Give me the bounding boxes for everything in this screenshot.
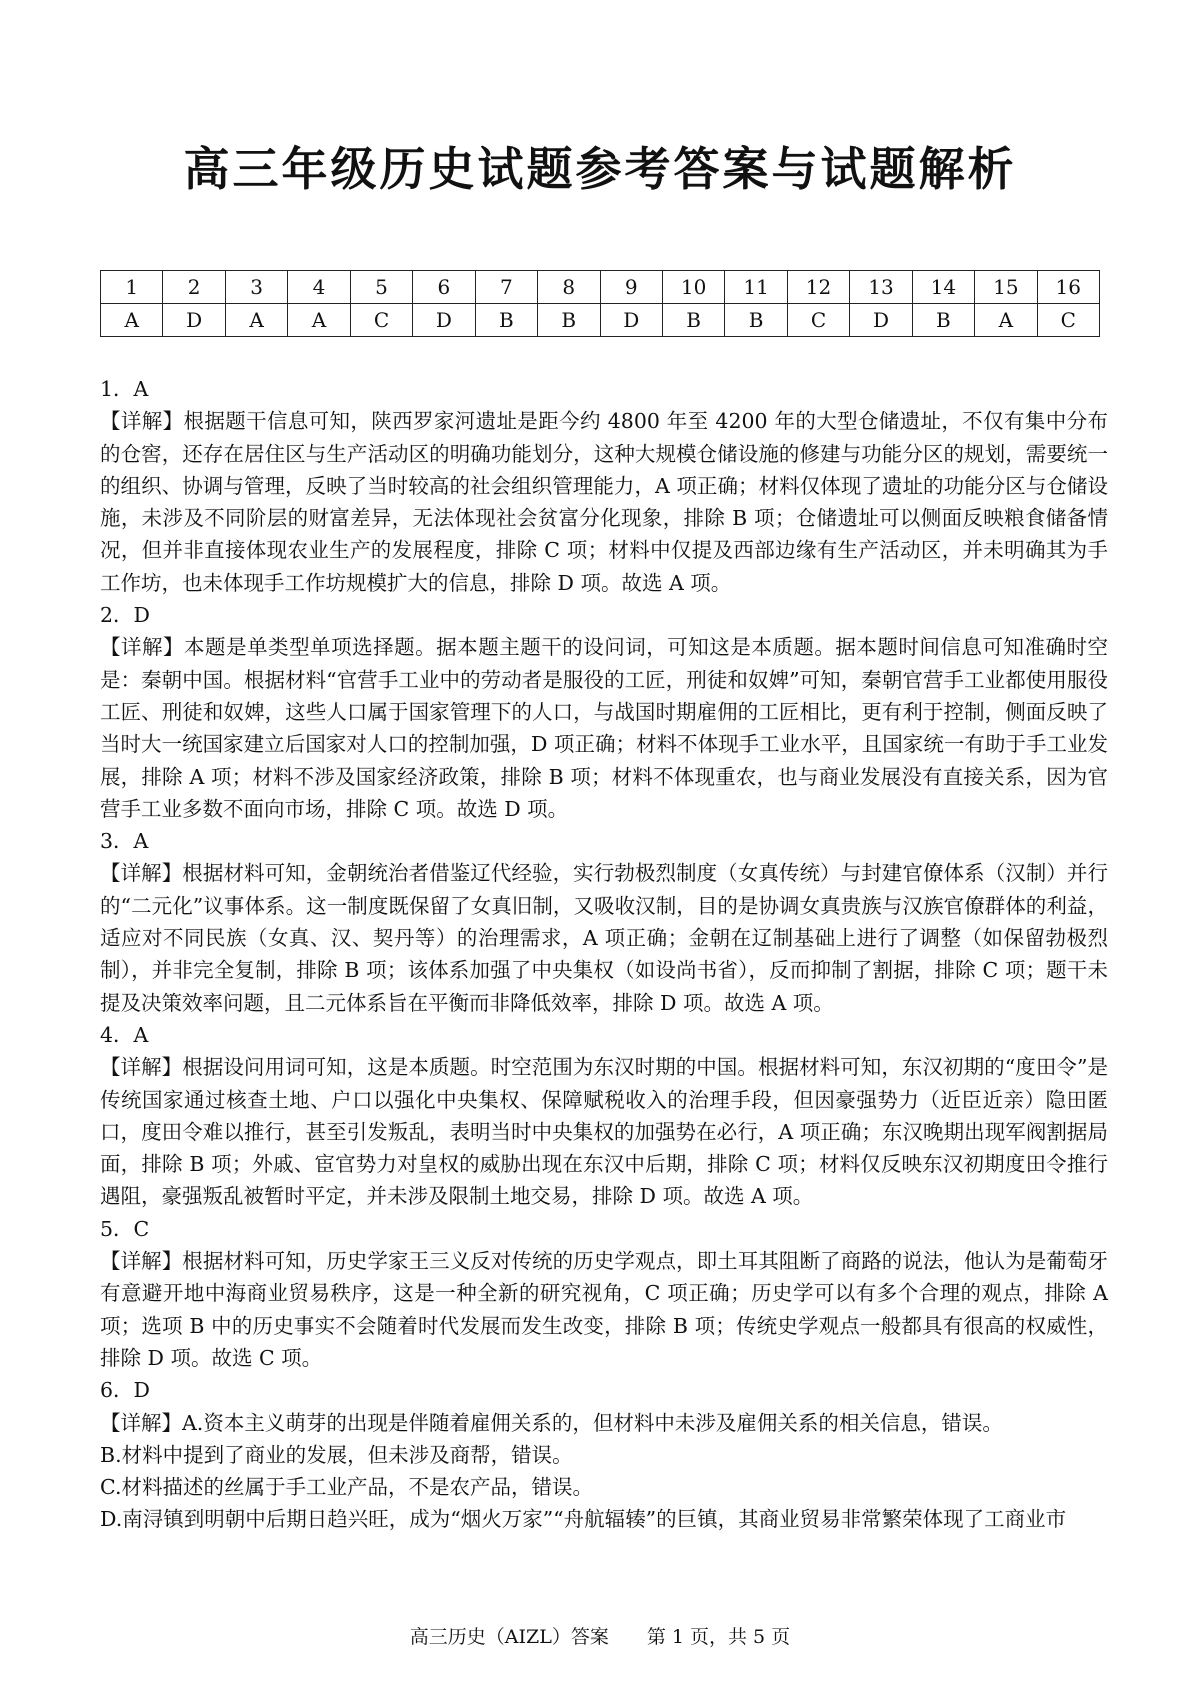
question-number-cell: 2	[163, 271, 225, 304]
q5-explanation: 【详解】根据材料可知，历史学家王三义反对传统的历史学观点，即土耳其阻断了商路的说法，他认为是葡萄牙有意避开地中海商业贸易秩序，这是一种全新的研究视角，C 项正确；历史学可以有多个合理的观点，排除 A 项；选项 B 中的历史事实不会随着时代发展而发生改变，排除 B 项；传统史学观点一般都具有很高的权威性，排除 D 项。故选 C 项。	[100, 1249, 1108, 1370]
question-number-cell: 7	[475, 271, 537, 304]
answer-table	[100, 270, 1100, 337]
explanations	[100, 373, 1108, 1536]
question-number-cell: 12	[787, 271, 849, 304]
answer-cell: A	[225, 304, 287, 337]
answer-cell: D	[413, 304, 475, 337]
answer-cell: A	[101, 304, 163, 337]
q6-option-c: C.材料描述的丝属于手工业产品，不是农产品，错误。	[100, 1475, 593, 1500]
q3-heading: 3．A	[100, 829, 149, 854]
question-number-cell: 3	[225, 271, 287, 304]
question-number-cell: 1	[101, 271, 163, 304]
q4-heading: 4．A	[100, 1022, 149, 1047]
question-number-cell: 13	[850, 271, 912, 304]
question-number-cell: 8	[538, 271, 600, 304]
answer-cell: A	[288, 304, 350, 337]
answer-cell: B	[725, 304, 787, 337]
answer-cell: B	[912, 304, 974, 337]
answer-cell: B	[662, 304, 724, 337]
question-number-cell: 5	[350, 271, 412, 304]
q5-heading: 5．C	[100, 1216, 150, 1241]
question-number-cell: 6	[413, 271, 475, 304]
q2-explanation: 【详解】本题是单类型单项选择题。据本题主题干的设问词，可知这是本质题。据本题时间信息可知准确时空是：秦朝中国。根据材料“官营手工业中的劳动者是服役的工匠，刑徒和奴婢”可知，秦朝官营手工业都使用服役工匠、刑徒和奴婢，这些人口属于国家管理下的人口，与战国时期雇佣的工匠相比，更有利于控制，侧面反映了当时大一统国家建立后国家对人口的控制加强，D 项正确；材料不体现手工业水平，且国家统一有助于手工业发展，排除 A 项；材料不涉及国家经济政策，排除 B 项；材料不体现重农，也与商业发展没有直接关系，因为官营手工业多数不面向市场，排除 C 项。故选 D 项。	[100, 635, 1108, 821]
answer-cell: A	[975, 304, 1037, 337]
question-number-cell: 16	[1037, 271, 1099, 304]
answer-cell: C	[350, 304, 412, 337]
answer-cell: D	[850, 304, 912, 337]
answer-cell: B	[475, 304, 537, 337]
answer-cell: B	[538, 304, 600, 337]
question-number-cell: 15	[975, 271, 1037, 304]
q6-heading: 6．D	[100, 1378, 150, 1403]
page-footer: 高三历史（AIZL）答案 第 1 页，共 5 页	[409, 1626, 791, 1648]
question-number-cell: 11	[725, 271, 787, 304]
question-number-cell: 4	[288, 271, 350, 304]
question-number-cell: 10	[662, 271, 724, 304]
answer-table-answer-row	[101, 304, 1100, 337]
answer-cell: C	[1037, 304, 1099, 337]
answer-table-number-row	[101, 271, 1100, 304]
question-number-cell: 9	[600, 271, 662, 304]
page-title: 高三年级历史试题参考答案与试题解析	[183, 142, 1017, 196]
q6-option-a: 【详解】A.资本主义萌芽的出现是伴随着雇佣关系的，但材料中未涉及雇佣关系的相关信息，错误。	[100, 1410, 1003, 1435]
q4-explanation: 【详解】根据设问用词可知，这是本质题。时空范围为东汉时期的中国。根据材料可知，东汉初期的“度田令”是传统国家通过核查土地、户口以强化中央集权、保障赋税收入的治理手段，但因豪强势力（近臣近亲）隐田匿口，度田令难以推行，甚至引发叛乱，表明当时中央集权的加强势在必行，A 项正确；东汉晚期出现军阀割据局面，排除 B 项；外戚、宦官势力对皇权的威胁出现在东汉中后期，排除 C 项；材料仅反映东汉初期度田令推行遇阻，豪强叛乱被暂时平定，并未涉及限制土地交易，排除 D 项。故选 A 项。	[100, 1055, 1108, 1209]
q3-explanation: 【详解】根据材料可知，金朝统治者借鉴辽代经验，实行勃极烈制度（女真传统）与封建官僚体系（汉制）并行的“二元化”议事体系。这一制度既保留了女真旧制，又吸收汉制，目的是协调女真贵族与汉族官僚群体的利益，适应对不同民族（女真、汉、契丹等）的治理需求，A 项正确；金朝在辽制基础上进行了调整（如保留勃极烈制），并非完全复制，排除 B 项；该体系加强了中央集权（如设尚书省），反而抑制了割据，排除 C 项；题干未提及决策效率问题，且二元体系旨在平衡而非降低效率，排除 D 项。故选 A 项。	[100, 861, 1108, 1015]
answer-cell: C	[787, 304, 849, 337]
q6-option-b: B.材料中提到了商业的发展，但未涉及商帮，错误。	[100, 1442, 573, 1467]
answer-cell: D	[600, 304, 662, 337]
answer-cell: D	[163, 304, 225, 337]
q1-heading: 1．A	[100, 377, 149, 401]
q6-option-d: D.南浔镇到明朝中后期日趋兴旺，成为“烟火万家”“舟航辐辏”的巨镇，其商业贸易非常繁荣体现了工商业市	[100, 1507, 1067, 1532]
q1-explanation: 【详解】根据题干信息可知，陕西罗家河遗址是距今约 4800 年至 4200 年的大型仓储遗址，不仅有集中分布的仓窖，还存在居住区与生产活动区的明确功能划分，这种大规模仓储设施的修建与功能分区的规划，需要统一的组织、协调与管理，反映了当时较高的社会组织管理能力，A 项正确；材料仅体现了遗址的功能分区与仓储设施，未涉及不同阶层的财富差异，无法体现社会贫富分化现象，排除 B 项；仓储遗址可以侧面反映粮食储备情况，但并非直接体现农业生产的发展程度，排除 C 项；材料中仅提及西部边缘有生产活动区，并未明确其为手工作坊，也未体现手工作坊规模扩大的信息，排除 D 项。故选 A 项。	[100, 409, 1108, 595]
q2-heading: 2．D	[100, 603, 150, 628]
question-number-cell: 14	[912, 271, 974, 304]
